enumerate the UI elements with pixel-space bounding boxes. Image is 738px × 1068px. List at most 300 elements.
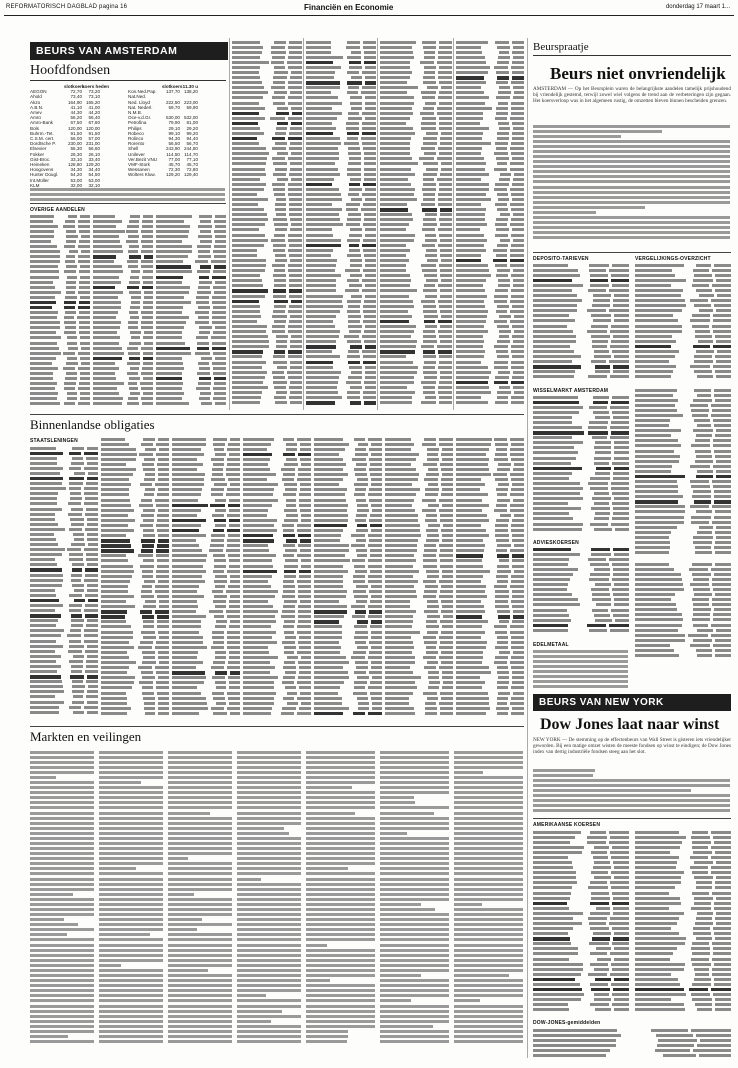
- print-line: [306, 213, 376, 217]
- print-line: [306, 238, 376, 242]
- print-line: [30, 260, 90, 264]
- print-line: [30, 907, 95, 911]
- slotkoers-value: 72,30: [168, 167, 180, 173]
- print-line: [380, 279, 452, 283]
- print-line: [533, 200, 731, 204]
- print-line: [172, 544, 240, 548]
- print-line: [101, 574, 169, 578]
- print-line: [172, 498, 240, 502]
- print-line: [533, 329, 629, 333]
- print-line: [93, 361, 153, 365]
- print-line: [533, 1038, 731, 1042]
- print-line: [168, 1034, 233, 1038]
- print-line: [30, 989, 95, 993]
- print-line: [101, 640, 169, 644]
- print-line: [172, 579, 240, 583]
- print-line: [533, 497, 629, 501]
- print-line: [380, 162, 452, 166]
- print-line: [172, 676, 240, 680]
- print-line: [380, 60, 452, 64]
- koers-heden-value: 77,10: [186, 156, 198, 162]
- print-line: [232, 147, 302, 151]
- print-line: [237, 984, 302, 988]
- print-line: [172, 467, 240, 471]
- fund-name: Akzo: [30, 99, 41, 105]
- print-line: [635, 582, 731, 586]
- print-line: [172, 508, 240, 512]
- print-line: [101, 630, 169, 634]
- print-line: [30, 331, 90, 335]
- fund-name: VMF-Stork: [128, 162, 150, 168]
- print-line: [232, 50, 302, 54]
- print-line: [156, 331, 226, 335]
- print-line: [30, 973, 95, 977]
- print-line: [454, 1029, 524, 1033]
- slotkoers-value: 45,70: [168, 162, 180, 168]
- print-line: [172, 488, 240, 492]
- print-line: [380, 319, 452, 323]
- print-line: [454, 907, 524, 911]
- print-line: [380, 309, 452, 313]
- print-line: [533, 773, 731, 777]
- fund-name: Rorento: [128, 141, 145, 147]
- print-line: [237, 907, 302, 911]
- fund-name: A.B.N.: [30, 104, 44, 110]
- print-line: [237, 826, 302, 830]
- print-line: [314, 686, 382, 690]
- print-line: [243, 564, 311, 568]
- print-line: [380, 872, 450, 876]
- print-line: [232, 314, 302, 318]
- print-line: [168, 770, 233, 774]
- print-line: [456, 666, 524, 670]
- print-line: [635, 926, 731, 930]
- print-line: [172, 559, 240, 563]
- print-line: [232, 390, 302, 394]
- print-line: [156, 402, 226, 406]
- print-line: [380, 999, 450, 1003]
- print-line: [380, 228, 452, 232]
- print-line: [101, 589, 169, 593]
- print-line: [232, 228, 302, 232]
- print-line: [380, 167, 452, 171]
- print-line: [380, 45, 452, 49]
- print-line: [635, 608, 731, 612]
- print-line: [533, 476, 629, 480]
- print-line: [635, 613, 731, 617]
- print-line: [168, 999, 233, 1003]
- amerikaanse-koersen-table: [635, 830, 731, 1015]
- print-line: [635, 535, 731, 539]
- print-line: [454, 791, 524, 795]
- print-line: [533, 507, 629, 511]
- print-line: [533, 866, 629, 870]
- print-line: [232, 395, 302, 399]
- print-line: [380, 55, 452, 59]
- print-line: [168, 821, 233, 825]
- print-line: [456, 203, 524, 207]
- print-line: [243, 620, 311, 624]
- print-line: [101, 681, 169, 685]
- print-line: [385, 579, 453, 583]
- hoofdfondsen-table-b: [128, 84, 228, 178]
- print-line: [99, 1014, 164, 1018]
- print-line: [306, 380, 376, 384]
- print-line: [93, 300, 153, 304]
- print-line: [168, 1024, 233, 1028]
- print-line: [314, 666, 382, 670]
- print-line: [385, 488, 453, 492]
- print-line: [99, 968, 164, 972]
- print-line: [101, 660, 169, 664]
- print-line: [533, 420, 629, 424]
- print-line: [30, 857, 95, 861]
- stock-listing-column: [156, 214, 226, 409]
- print-line: [385, 564, 453, 568]
- print-line: [385, 640, 453, 644]
- print-line: [385, 462, 453, 466]
- print-line: [237, 760, 302, 764]
- print-line: [232, 238, 302, 242]
- print-line: [380, 973, 450, 977]
- print-line: [101, 549, 169, 553]
- print-line: [635, 474, 731, 478]
- print-line: [454, 958, 524, 962]
- print-line: [30, 695, 98, 699]
- print-line: [172, 630, 240, 634]
- koers-heden-value: 57,00: [88, 136, 100, 142]
- print-line: [380, 360, 452, 364]
- print-line: [306, 370, 376, 374]
- print-line: [101, 696, 169, 700]
- print-line: [243, 503, 311, 507]
- print-line: [533, 891, 629, 895]
- print-line: [306, 928, 376, 932]
- print-line: [306, 994, 376, 998]
- print-line: [314, 584, 382, 588]
- print-line: [385, 554, 453, 558]
- print-line: [237, 943, 302, 947]
- print-line: [454, 826, 524, 830]
- print-line: [456, 299, 524, 303]
- print-line: [635, 952, 731, 956]
- print-line: [156, 260, 226, 264]
- print-line: [30, 244, 90, 248]
- print-line: [306, 979, 376, 983]
- print-line: [456, 360, 524, 364]
- print-line: [635, 319, 731, 323]
- print-line: [30, 649, 98, 653]
- print-line: [533, 901, 629, 905]
- print-line: [30, 492, 98, 496]
- print-line: [306, 973, 376, 977]
- print-line: [314, 544, 382, 548]
- print-line: [156, 300, 226, 304]
- fund-name: C.S.M. cert.: [30, 136, 55, 142]
- print-line: [533, 319, 629, 323]
- print-line: [454, 999, 524, 1003]
- print-line: [533, 129, 731, 133]
- print-line: [93, 234, 153, 238]
- print-line: [454, 897, 524, 901]
- print-line: [533, 768, 731, 772]
- print-line: [237, 852, 302, 856]
- print-line: [533, 623, 629, 627]
- print-line: [101, 442, 169, 446]
- print-line: [380, 1024, 450, 1028]
- fund-name: Heineken: [30, 162, 50, 168]
- print-line: [635, 344, 731, 348]
- print-line: [635, 490, 731, 494]
- print-line: [635, 896, 731, 900]
- print-line: [30, 872, 95, 876]
- print-line: [237, 923, 302, 927]
- print-line: [232, 45, 302, 49]
- fund-name: Robeco: [128, 130, 144, 136]
- print-line: [456, 243, 524, 247]
- print-line: [30, 593, 98, 597]
- print-line: [99, 953, 164, 957]
- print-line: [168, 918, 233, 922]
- print-line: [380, 806, 450, 810]
- print-line: [243, 508, 311, 512]
- print-line: [635, 545, 731, 549]
- print-line: [306, 923, 376, 927]
- koers-heden-value: 72,80: [186, 167, 198, 173]
- print-line: [237, 938, 302, 942]
- print-line: [314, 437, 382, 441]
- print-line: [380, 770, 450, 774]
- print-line: [533, 932, 629, 936]
- print-line: [314, 605, 382, 609]
- print-line: [385, 686, 453, 690]
- print-line: [101, 564, 169, 568]
- print-line: [172, 681, 240, 685]
- print-line: [533, 486, 629, 490]
- print-line: [635, 370, 731, 374]
- print-line: [533, 798, 731, 802]
- print-line: [93, 382, 153, 386]
- print-line: [101, 518, 169, 522]
- fund-name: Amro-Bank: [30, 120, 53, 126]
- print-line: [380, 968, 450, 972]
- print-line: [314, 564, 382, 568]
- print-line: [380, 907, 450, 911]
- print-line: [101, 600, 169, 604]
- print-line: [456, 457, 524, 461]
- print-line: [30, 609, 98, 613]
- print-line: [168, 801, 233, 805]
- print-line: [306, 45, 376, 49]
- print-line: [30, 659, 98, 663]
- print-line: [456, 65, 524, 69]
- print-line: [306, 841, 376, 845]
- print-line: [243, 513, 311, 517]
- print-line: [93, 239, 153, 243]
- print-line: [30, 310, 90, 314]
- print-line: [243, 605, 311, 609]
- print-line: [243, 676, 311, 680]
- print-line: [380, 340, 452, 344]
- print-line: [314, 681, 382, 685]
- print-line: [380, 811, 450, 815]
- print-line: [101, 569, 169, 573]
- dow-jones-headline: Dow Jones laat naar winst: [540, 716, 720, 733]
- print-line: [306, 335, 376, 339]
- print-line: [30, 897, 95, 901]
- vergelijkings-heading: VERGELIJKINGS-OVERZICHT: [635, 256, 711, 262]
- print-line: [30, 806, 95, 810]
- print-line: [168, 882, 233, 886]
- print-line: [635, 398, 731, 402]
- print-line: [237, 928, 302, 932]
- print-line: [232, 324, 302, 328]
- print-line: [99, 872, 164, 876]
- print-line: [237, 1024, 302, 1028]
- print-line: [168, 923, 233, 927]
- print-line: [306, 131, 376, 135]
- beurs-niet-onvriendelijk-headline: Beurs niet onvriendelijk: [550, 64, 726, 83]
- print-line: [101, 706, 169, 710]
- print-line: [30, 466, 98, 470]
- print-line: [385, 630, 453, 634]
- print-line: [456, 503, 524, 507]
- print-line: [456, 686, 524, 690]
- print-line: [635, 993, 731, 997]
- print-line: [635, 365, 731, 369]
- print-line: [456, 655, 524, 659]
- print-line: [635, 623, 731, 627]
- print-line: [30, 821, 95, 825]
- print-line: [454, 760, 524, 764]
- print-line: [385, 493, 453, 497]
- column-rule: [527, 38, 528, 1058]
- print-line: [101, 584, 169, 588]
- print-line: [101, 457, 169, 461]
- divider: [30, 203, 226, 204]
- print-line: [232, 289, 302, 293]
- print-line: [385, 691, 453, 695]
- print-line: [380, 852, 450, 856]
- print-line: [30, 502, 98, 506]
- print-line: [30, 542, 98, 546]
- print-line: [385, 655, 453, 659]
- print-line: [314, 493, 382, 497]
- print-line: [380, 821, 450, 825]
- print-line: [533, 365, 629, 369]
- print-line: [314, 594, 382, 598]
- print-line: [93, 341, 153, 345]
- print-line: [237, 953, 302, 957]
- print-line: [533, 876, 629, 880]
- print-line: [456, 81, 524, 85]
- print-line: [306, 750, 376, 754]
- print-line: [314, 559, 382, 563]
- market-report-column: [99, 750, 164, 1050]
- fund-name: Unilever: [128, 151, 145, 157]
- print-line: [99, 755, 164, 759]
- print-line: [232, 167, 302, 171]
- print-line: [237, 862, 302, 866]
- print-line: [101, 625, 169, 629]
- print-line: [30, 588, 98, 592]
- print-line: [101, 594, 169, 598]
- print-line: [456, 671, 524, 675]
- print-line: [533, 1008, 629, 1012]
- print-line: [243, 681, 311, 685]
- print-line: [456, 706, 524, 710]
- fund-name: Philips: [128, 125, 142, 131]
- print-line: [306, 765, 376, 769]
- print-line: [30, 316, 90, 320]
- print-line: [380, 928, 450, 932]
- print-line: [635, 408, 731, 412]
- print-line: [533, 685, 629, 689]
- print-line: [454, 841, 524, 845]
- print-line: [306, 70, 376, 74]
- print-line: [380, 329, 452, 333]
- print-line: [30, 629, 98, 633]
- print-line: [380, 786, 450, 790]
- print-line: [30, 250, 90, 254]
- print-line: [454, 1039, 524, 1043]
- print-line: [156, 234, 226, 238]
- print-line: [533, 572, 629, 576]
- print-line: [533, 451, 629, 455]
- print-line: [380, 131, 452, 135]
- print-line: [385, 645, 453, 649]
- print-line: [306, 314, 376, 318]
- print-line: [454, 933, 524, 937]
- print-line: [380, 882, 450, 886]
- slotkoers-value: 32,00: [70, 182, 82, 188]
- print-line: [385, 533, 453, 537]
- print-line: [533, 456, 629, 460]
- print-line: [306, 106, 376, 110]
- print-line: [380, 65, 452, 69]
- print-line: [243, 473, 311, 477]
- print-line: [237, 867, 302, 871]
- print-line: [99, 801, 164, 805]
- amerikaanse-koersen-heading: AMERIKAANSE KOERSEN: [533, 822, 601, 828]
- print-line: [533, 334, 629, 338]
- print-line: [385, 574, 453, 578]
- print-line: [314, 589, 382, 593]
- print-line: [30, 197, 226, 201]
- print-line: [99, 887, 164, 891]
- slotkoers-value: 67,50: [70, 120, 82, 126]
- print-line: [385, 437, 453, 441]
- print-line: [533, 293, 629, 297]
- print-line: [232, 192, 302, 196]
- print-line: [314, 711, 382, 715]
- column-rule: [303, 38, 304, 410]
- print-line: [30, 300, 90, 304]
- print-line: [232, 101, 302, 105]
- print-line: [172, 666, 240, 670]
- print-line: [456, 329, 524, 333]
- print-line: [635, 628, 731, 632]
- print-line: [306, 872, 376, 876]
- print-line: [99, 780, 164, 784]
- print-line: [232, 131, 302, 135]
- print-line: [456, 248, 524, 252]
- print-line: [454, 750, 524, 754]
- print-line: [30, 750, 95, 754]
- print-line: [456, 162, 524, 166]
- bond-listing-column: [243, 437, 311, 722]
- print-line: [635, 876, 731, 880]
